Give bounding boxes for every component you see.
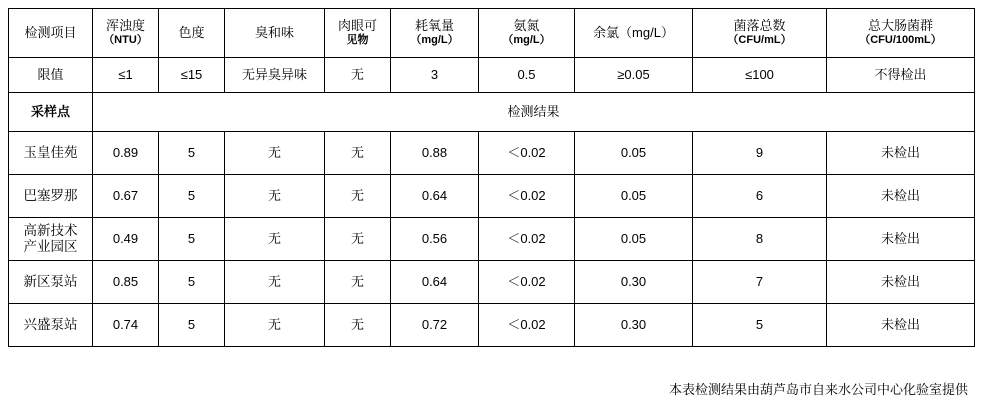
header-cell-turbidity bbox=[93, 9, 159, 58]
table-row bbox=[9, 132, 975, 175]
cell-total-coliform: 未检出 bbox=[827, 132, 975, 175]
limit-value-odor: 无异臭异味 bbox=[225, 58, 325, 93]
table-row bbox=[9, 175, 975, 218]
cell-oxygen-consumption: 0.64 bbox=[391, 261, 479, 304]
water-quality-table bbox=[8, 8, 975, 347]
cell-residual-chlorine: 0.05 bbox=[575, 175, 693, 218]
header-cell-ammonia-nitrogen bbox=[479, 9, 575, 58]
sampling-point-label: 采样点 bbox=[9, 93, 93, 132]
header-sub-text: （mg/L） bbox=[410, 34, 459, 47]
header-cell-residual-chlorine bbox=[575, 9, 693, 58]
cell-oxygen-consumption: 0.56 bbox=[391, 218, 479, 261]
cell-turbidity: 0.49 bbox=[93, 218, 159, 261]
results-section-title: 检测结果 bbox=[93, 93, 975, 132]
header-main-text: 浑浊度 bbox=[105, 18, 145, 33]
cell-visible-matter: 无 bbox=[325, 175, 391, 218]
cell-residual-chlorine: 0.30 bbox=[575, 261, 693, 304]
cell-odor: 无 bbox=[225, 218, 325, 261]
cell-ammonia-nitrogen: ＜0.02 bbox=[479, 304, 575, 347]
cell-colony-count: 7 bbox=[693, 261, 827, 304]
cell-ammonia-nitrogen: ＜0.02 bbox=[479, 218, 575, 261]
header-cell-visible-matter bbox=[325, 9, 391, 58]
cell-residual-chlorine: 0.30 bbox=[575, 304, 693, 347]
cell-turbidity: 0.89 bbox=[93, 132, 159, 175]
limit-value-total-coliform: 不得检出 bbox=[827, 58, 975, 93]
cell-colony-count: 8 bbox=[693, 218, 827, 261]
row-site-name-line1: 高新技术 bbox=[23, 223, 78, 239]
limit-value-colony-count: ≤100 bbox=[693, 58, 827, 93]
row-site-name: 巴塞罗那 bbox=[9, 175, 93, 218]
header-main-text: 氨氮 bbox=[513, 18, 540, 33]
report-page bbox=[0, 8, 982, 410]
header-sub-text: （CFU/mL） bbox=[727, 34, 792, 47]
limit-row-label: 限值 bbox=[9, 58, 93, 93]
header-sub-text: （NTU） bbox=[103, 34, 148, 47]
cell-odor: 无 bbox=[225, 261, 325, 304]
header-cell-odor bbox=[225, 9, 325, 58]
cell-visible-matter: 无 bbox=[325, 304, 391, 347]
cell-colony-count: 9 bbox=[693, 132, 827, 175]
cell-visible-matter: 无 bbox=[325, 261, 391, 304]
limit-value-oxygen-consumption: 3 bbox=[391, 58, 479, 93]
header-sub-text: （CFU/100mL） bbox=[859, 34, 942, 47]
table-header-row bbox=[9, 9, 975, 58]
footer-note: 本表检测结果由葫芦岛市自来水公司中心化验室提供 bbox=[668, 382, 968, 397]
limit-row bbox=[9, 58, 975, 93]
cell-chroma: 5 bbox=[159, 261, 225, 304]
header-cell-colony-count bbox=[693, 9, 827, 58]
cell-ammonia-nitrogen: ＜0.02 bbox=[479, 175, 575, 218]
cell-visible-matter: 无 bbox=[325, 132, 391, 175]
cell-visible-matter: 无 bbox=[325, 218, 391, 261]
limit-value-ammonia-nitrogen: 0.5 bbox=[479, 58, 575, 93]
row-site-name: 玉皇佳苑 bbox=[9, 132, 93, 175]
cell-turbidity: 0.85 bbox=[93, 261, 159, 304]
cell-chroma: 5 bbox=[159, 175, 225, 218]
cell-total-coliform: 未检出 bbox=[827, 218, 975, 261]
cell-total-coliform: 未检出 bbox=[827, 304, 975, 347]
table-row bbox=[9, 218, 975, 261]
cell-turbidity: 0.74 bbox=[93, 304, 159, 347]
cell-residual-chlorine: 0.05 bbox=[575, 218, 693, 261]
row-site-name: 新区泵站 bbox=[9, 261, 93, 304]
header-cell-item bbox=[9, 9, 93, 58]
cell-odor: 无 bbox=[225, 175, 325, 218]
cell-total-coliform: 未检出 bbox=[827, 175, 975, 218]
header-main-text: 菌落总数 bbox=[733, 18, 786, 33]
cell-chroma: 5 bbox=[159, 132, 225, 175]
cell-total-coliform: 未检出 bbox=[827, 261, 975, 304]
cell-colony-count: 5 bbox=[693, 304, 827, 347]
limit-value-turbidity: ≤1 bbox=[93, 58, 159, 93]
cell-oxygen-consumption: 0.88 bbox=[391, 132, 479, 175]
header-sub-text: 见物 bbox=[346, 34, 369, 47]
header-main-text: 耗氧量 bbox=[414, 18, 454, 33]
header-cell-oxygen-consumption bbox=[391, 9, 479, 58]
section-row bbox=[9, 93, 975, 132]
header-main-text: 色度 bbox=[178, 24, 205, 40]
cell-residual-chlorine: 0.05 bbox=[575, 132, 693, 175]
cell-turbidity: 0.67 bbox=[93, 175, 159, 218]
limit-value-visible-matter: 无 bbox=[325, 58, 391, 93]
header-main-text: 肉眼可 bbox=[337, 18, 377, 33]
header-cell-chroma bbox=[159, 9, 225, 58]
header-sub-text: （mg/L） bbox=[502, 34, 551, 47]
row-site-name: 兴盛泵站 bbox=[9, 304, 93, 347]
cell-colony-count: 6 bbox=[693, 175, 827, 218]
header-main-text: 余氯（mg/L） bbox=[593, 24, 674, 40]
header-main-text: 检测项目 bbox=[24, 24, 77, 40]
cell-odor: 无 bbox=[225, 304, 325, 347]
header-cell-total-coliform bbox=[827, 9, 975, 58]
row-site-name-line2: 产业园区 bbox=[23, 239, 78, 254]
limit-value-residual-chlorine: ≥0.05 bbox=[575, 58, 693, 93]
cell-oxygen-consumption: 0.64 bbox=[391, 175, 479, 218]
limit-value-chroma: ≤15 bbox=[159, 58, 225, 93]
cell-ammonia-nitrogen: ＜0.02 bbox=[479, 261, 575, 304]
row-site-name bbox=[9, 218, 93, 261]
table-row bbox=[9, 261, 975, 304]
table-row bbox=[9, 304, 975, 347]
cell-odor: 无 bbox=[225, 132, 325, 175]
cell-chroma: 5 bbox=[159, 304, 225, 347]
cell-ammonia-nitrogen: ＜0.02 bbox=[479, 132, 575, 175]
header-main-text: 总大肠菌群 bbox=[867, 18, 933, 33]
cell-oxygen-consumption: 0.72 bbox=[391, 304, 479, 347]
header-main-text: 臭和味 bbox=[254, 24, 294, 40]
cell-chroma: 5 bbox=[159, 218, 225, 261]
